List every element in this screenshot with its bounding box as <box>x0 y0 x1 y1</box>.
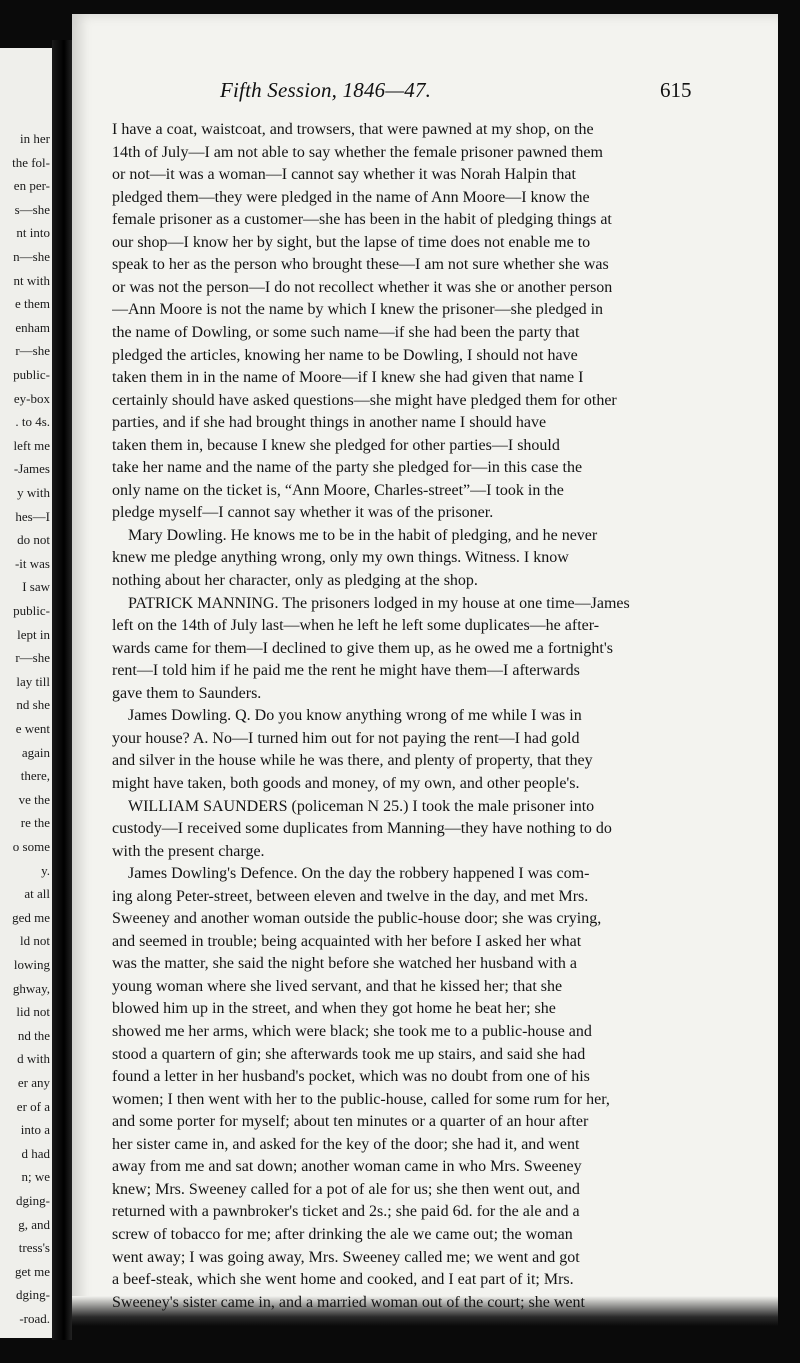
text-line: stood a quartern of gin; she afterwards took me up stairs, and said she had <box>112 1046 586 1063</box>
text-line: 14th of July—I am not able to say whether the female prisoner pawned them <box>112 144 603 161</box>
left-margin-fragment: er any <box>17 1075 50 1090</box>
text-line: ing along Peter-street, between eleven and twelve in the day, and met Mrs. <box>112 888 589 905</box>
text-line: women; I then went with her to the public-house, called for some rum for her, <box>112 1091 610 1108</box>
left-margin-fragment: dging- <box>16 1193 50 1208</box>
left-margin-fragment: y. <box>41 862 50 878</box>
left-margin-fragment: n; we <box>21 1169 50 1185</box>
text-line: knew; Mrs. Sweeney called for a pot of ale for us; she then went out, and <box>112 1181 580 1198</box>
left-margin-fragment: s—she <box>14 201 50 217</box>
left-margin-fragment: hes—I <box>15 508 50 524</box>
text-line: nothing about her character, only as pledging at the shop. <box>112 573 478 589</box>
text-line: —Ann Moore is not the name by which I knew the prisoner—she pledged in <box>112 302 604 319</box>
text-line: went away; I was going away, Mrs. Sweeney called me; we went and got <box>112 1249 580 1266</box>
left-margin-fragment: public- <box>13 603 50 618</box>
left-margin-fragment: nt into <box>16 225 50 241</box>
text-line: Mary Dowling. He knows me to be in the habit of pledging, and he never <box>128 527 598 544</box>
text-line: WILLIAM SAUNDERS (policeman N 25.) I took the male prisoner into <box>128 798 595 815</box>
page-edge <box>778 0 800 1363</box>
text-line: away from me and sat down; another woman came in who Mrs. Sweeney <box>112 1159 582 1176</box>
left-margin-fragment: nd she <box>16 697 50 713</box>
text-line: left on the 14th of July last—when he left he left some duplicates—he after- <box>112 618 600 635</box>
left-margin-fragment: do not <box>17 532 50 548</box>
left-margin-fragment: left me <box>13 437 50 453</box>
left-margin-fragment: e them <box>14 296 50 312</box>
text-line: pledged them—they were pledged in the name of Ann Moore—I know the <box>112 189 590 206</box>
text-line: or was not the person—I do not recollect whether it was she or another person <box>112 279 613 296</box>
text-line: I have a coat, waistcoat, and trowsers, that were pawned at my shop, on the <box>112 122 594 138</box>
left-margin-fragment: en per- <box>13 178 50 194</box>
text-line: only name on the ticket is, “Ann Moore, Charles-street”—I took in the <box>112 482 564 499</box>
left-margin-fragment: enham <box>15 319 50 335</box>
left-margin-fragment: d with <box>17 1051 50 1067</box>
text-line: wards came for them—I declined to give them up, as he owed me a fortnight's <box>112 640 613 657</box>
left-margin-fragment: n—she <box>13 249 50 264</box>
left-margin-fragment: get me <box>14 1263 50 1279</box>
text-line: a beef-steak, which she went home and cooked, and I eat part of it; Mrs. <box>112 1272 574 1289</box>
text-line: might have taken, both goods and money, of my own, and other people's. <box>112 775 580 792</box>
text-line: our shop—I know her by sight, but the lapse of time does not enable me to <box>112 234 591 251</box>
left-margin-fragment: ey-box <box>13 390 50 406</box>
left-margin-fragment: tress's <box>18 1240 50 1256</box>
text-line: knew me pledge anything wrong, only my own things. Witness. I know <box>112 550 569 567</box>
text-line: gave them to Saunders. <box>112 685 262 702</box>
text-line: PATRICK MANNING. The prisoners lodged in my house at one time—James <box>128 595 630 612</box>
page-number: 615 <box>660 78 692 102</box>
text-line: taken them in, because I knew she pledged for other parties—I should <box>112 437 560 454</box>
text-line: her sister came in, and asked for the key of the door; she had it, and went <box>112 1136 580 1153</box>
left-margin-fragment: lept in <box>17 626 50 642</box>
text-line: female prisoner as a customer—she has been in the habit of pledging things at <box>112 212 612 229</box>
text-line: blowed him up in the street, and when they got home he beat her; she <box>112 1001 556 1018</box>
left-margin-fragment: nd the <box>17 1027 50 1043</box>
left-margin-fragment: ged me <box>12 909 50 925</box>
text-line: your house? A. No—I turned him out for not paying the rent—I had gold <box>112 730 580 747</box>
left-margin-fragment: er of a <box>16 1098 50 1114</box>
left-margin-fragment: dging- <box>16 1287 50 1303</box>
text-line: found a letter in her husband's pocket, which was no doubt from one of his <box>112 1069 590 1086</box>
left-margin-fragment: -James <box>13 461 50 477</box>
left-margin-fragment: o some <box>12 839 50 854</box>
text-line: pledged the articles, knowing her name to be Dowling, I should not have <box>112 347 578 364</box>
text-line: speak to her as the person who brought these—I am not sure whether she was <box>112 257 609 274</box>
left-margin-fragment: lowing <box>13 957 50 972</box>
left-margin-fragment: lay till <box>16 673 50 689</box>
left-page-fragment <box>0 48 52 1338</box>
text-line: rent—I told him if he paid me the rent he might have them—I afterwards <box>112 663 580 680</box>
left-margin-fragment: at all <box>24 886 50 902</box>
left-margin-fragment: in her <box>20 131 50 146</box>
left-margin-fragment: there, <box>20 768 50 784</box>
text-line: James Dowling's Defence. On the day the robbery happened I was com- <box>128 866 590 883</box>
left-margin-fragment: -it was <box>14 555 50 571</box>
text-line: Sweeney and another woman outside the public-house door; she was crying, <box>112 911 602 928</box>
text-line: was the matter, she said the night before she watched her husband with a <box>112 956 577 973</box>
left-margin-fragment: the fol- <box>12 154 50 170</box>
text-line: screw of tobacco for me; after drinking the ale we came out; the woman <box>112 1226 573 1243</box>
text-line: James Dowling. Q. Do you know anything wrong of me while I was in <box>128 708 582 725</box>
running-head: Fifth Session, 1846—47. <box>220 78 432 102</box>
left-margin-fragment: public- <box>13 367 50 382</box>
text-line: taken them in in the name of Moore—if I knew she had given that name I <box>112 370 584 387</box>
left-margin-fragment: d had <box>21 1145 50 1161</box>
text-line: certainly should have asked questions—she might have pledged them for other <box>112 392 617 409</box>
left-margin-fragment: e went <box>15 721 50 736</box>
text-line: the name of Dowling, or some such name—if she had been the party that <box>112 324 580 341</box>
left-margin-fragment: y with <box>17 485 50 500</box>
text-line: showed me her arms, which were black; she took me to a public-house and <box>112 1024 592 1040</box>
left-margin-fragment: re the <box>20 815 50 831</box>
left-margin-fragment: into a <box>20 1122 50 1138</box>
text-line: or not—it was a woman—I cannot say whether it was Norah Halpin that <box>112 167 576 184</box>
text-line: returned with a pawnbroker's ticket and 2s.; she paid 6d. for the ale and a <box>112 1204 580 1221</box>
left-margin-fragment: lid not <box>16 1004 50 1020</box>
left-margin-fragment: ve the <box>18 791 50 807</box>
left-margin-fragment: ld not <box>20 933 50 949</box>
left-margin-fragment: g, and <box>18 1216 50 1232</box>
text-line: and some porter for myself; about ten minutes or a quarter of an hour after <box>112 1114 589 1131</box>
left-margin-fragment: r—she <box>15 650 50 666</box>
text-line: and seemed in trouble; being acquainted with her before I asked her what <box>112 933 582 950</box>
left-margin-fragment: r—she <box>15 343 50 359</box>
text-line: parties, and if she had brought things in another name I should have <box>112 415 547 432</box>
left-margin-fragment: . to 4s. <box>15 414 50 430</box>
book-gutter <box>52 40 72 1340</box>
left-margin-fragment: I saw <box>22 579 50 595</box>
text-line: with the present charge. <box>112 843 265 860</box>
left-margin-fragment: nt with <box>13 272 50 288</box>
text-line: Sweeney's sister came in, and a married woman out of the court; she went <box>112 1294 585 1311</box>
text-line: take her name and the name of the party she pledged for—in this case the <box>112 460 583 477</box>
text-line: custody—I received some duplicates from Manning—they have nothing to do <box>112 821 612 838</box>
left-margin-fragment: -road. <box>19 1311 50 1326</box>
text-line: and silver in the house while he was there, and plenty of property, that they <box>112 753 593 770</box>
left-margin-fragment: again <box>21 744 50 760</box>
text-line: pledge myself—I cannot say whether it was of the prisoner. <box>112 505 494 522</box>
left-margin-fragment: ghway, <box>12 980 50 996</box>
text-line: young woman where she lived servant, and that he kissed her; that she <box>112 978 563 995</box>
